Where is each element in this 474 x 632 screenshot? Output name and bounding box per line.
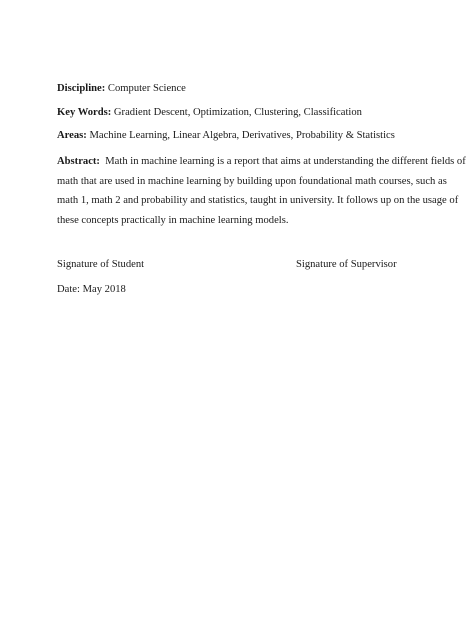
areas-label: Areas: [57,130,87,141]
abstract-line-4: these concepts practically in machine learning models. [57,214,289,226]
areas-value: Machine Learning, Linear Algebra, Derivatives, Probability & Statistics [89,130,395,141]
abstract-text-1: Math in machine learning is a report that aims at understanding the different fields of [105,156,466,167]
signature-of-student: Signature of Student [57,259,145,270]
abstract-line-1 [57,152,466,172]
abstract-block [57,152,466,230]
abstract-line-3: math 1, math 2 and probability and statistics, taught in university. It follows up on the usage of [57,195,459,206]
abstract-line-2: math that are used in machine learning by building upon foundational math courses, such as [57,175,447,187]
discipline-value: Computer Science [107,83,186,94]
abstract-label: Abstract: [57,156,100,167]
keywords-line [57,105,362,120]
signature-of-supervisor: Signature of Supervisor [296,259,397,270]
keywords-label: Key Words: [57,107,112,118]
areas-line [57,128,395,143]
keywords-value: Gradient Descent, Optimization, Clustering, Classification [113,107,362,118]
document-date: Date: May 2018 [57,284,126,295]
discipline-line [57,81,186,96]
discipline-label: Discipline: [57,83,106,94]
